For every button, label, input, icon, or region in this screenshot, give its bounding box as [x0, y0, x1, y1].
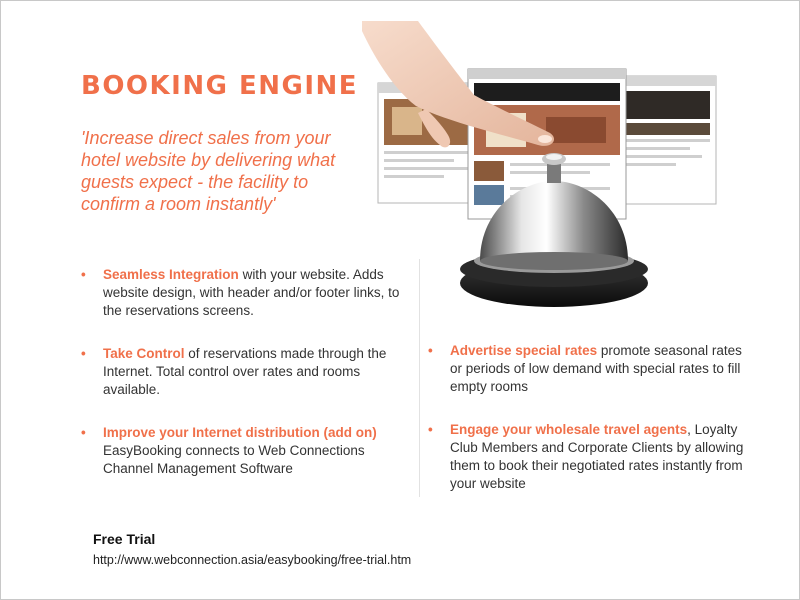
feature-text: of reservations made through the Internet. Total control over rates and rooms available. [103, 346, 387, 397]
feature-highlight: Advertise special rates [450, 343, 598, 358]
column-divider [419, 259, 420, 497]
page-title: BOOKING ENGINE [81, 71, 359, 101]
list-item [81, 266, 401, 320]
feature-highlight: Improve your Internet distribution (add on) [103, 425, 377, 440]
feature-highlight: Take Control [103, 346, 185, 361]
bullet-icon: • [428, 422, 433, 437]
free-trial-link[interactable]: http://www.webconnection.asia/easybooking/free-trial.htm [93, 553, 412, 567]
free-trial-label: Free Trial [93, 531, 156, 547]
bullet-icon: • [428, 343, 433, 358]
feature-list-left [81, 266, 401, 503]
feature-list-right [428, 342, 748, 518]
bullet-icon: • [81, 346, 86, 361]
list-item [428, 421, 748, 493]
bullet-icon: • [81, 267, 86, 282]
bullet-icon: • [81, 425, 86, 440]
list-item [81, 424, 401, 478]
feature-text: EasyBooking connects to Web Connections Channel Management Software [103, 443, 365, 476]
feature-highlight: Seamless Integration [103, 267, 239, 282]
feature-text: promote seasonal rates or periods of low demand with special rates to fill empty rooms [450, 343, 742, 394]
list-item [428, 342, 748, 396]
list-item [81, 345, 401, 399]
feature-text: , Loyalty Club Members and Corporate Clients by allowing them to book their negotiated rates instantly from your website [450, 422, 744, 491]
tagline-quote: 'Increase direct sales from your hotel website by delivering what guests expect - the facility to confirm a room instantly' [81, 128, 336, 214]
feature-highlight: Engage your wholesale travel agents [450, 422, 688, 437]
feature-text: with your website. Adds website design, with header and/or footer links, to the reservations screens. [103, 267, 400, 318]
hero-illustration [356, 21, 736, 321]
